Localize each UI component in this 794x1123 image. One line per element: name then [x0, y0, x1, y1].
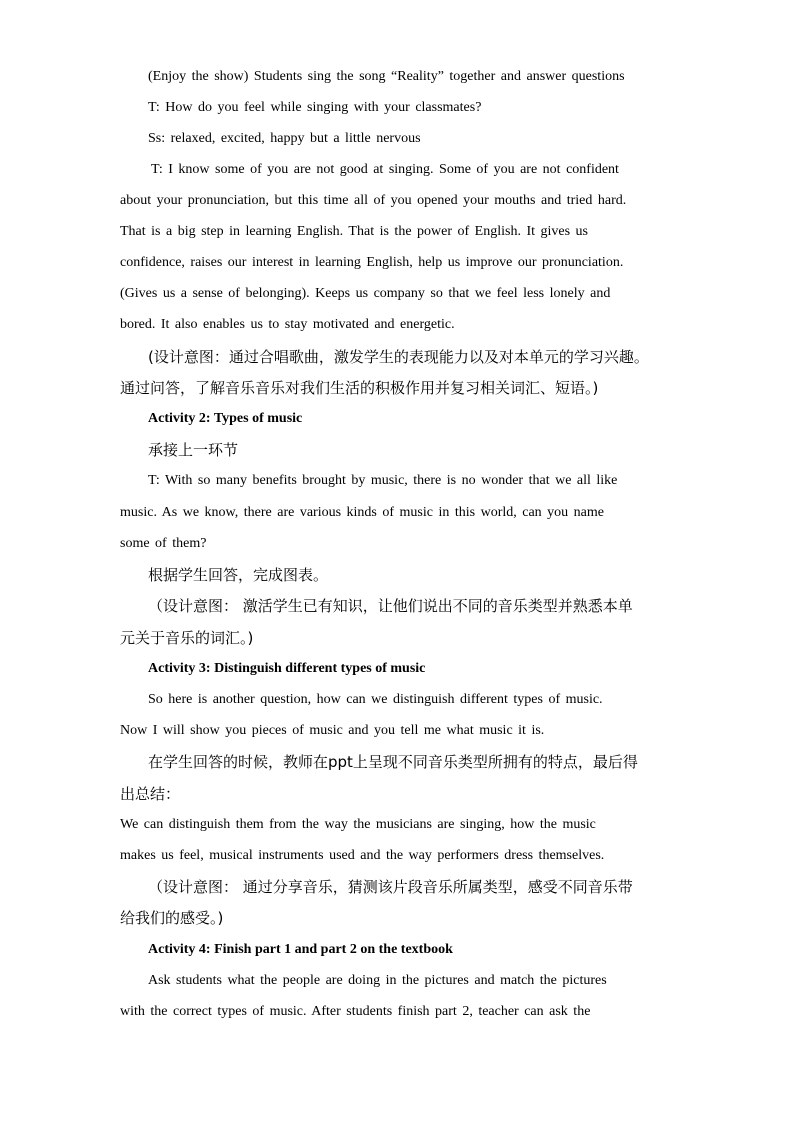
- design-intent-line: 通过问答，了解音乐音乐对我们生活的积极作用并复习相关词汇、短语。): [120, 379, 599, 397]
- paragraph-line: (Enjoy the show) Students sing the song “Reality” together and answer questions: [148, 69, 625, 84]
- activity-heading: Activity 4: Finish part 1 and part 2 on the textbook: [148, 942, 453, 957]
- design-intent-line: 给我们的感受。): [120, 909, 224, 927]
- paragraph-line: T: How do you feel while singing with your classmates?: [148, 100, 482, 115]
- paragraph-line: music. As we know, there are various kinds of music in this world, can you name: [120, 505, 605, 520]
- paragraph-line: with the correct types of music. After students finish part 2, teacher can ask the: [120, 1004, 591, 1019]
- paragraph-line: (Gives us a sense of belonging). Keeps us company so that we feel less lonely and: [120, 286, 611, 301]
- paragraph-line: 承接上一环节: [148, 441, 239, 459]
- design-intent-line: 元关于音乐的词汇。): [120, 629, 254, 647]
- paragraph-line: T: With so many benefits brought by music, there is no wonder that we all like: [148, 473, 618, 488]
- paragraph-line: 在学生回答的时候，教师在ppt上呈现不同音乐类型所拥有的特点，最后得: [148, 753, 638, 771]
- design-intent-line: （设计意图： 通过分享音乐，猜测该片段音乐所属类型，感受不同音乐带: [148, 878, 633, 896]
- paragraph-line: That is a big step in learning English. That is the power of English. It gives us: [120, 224, 589, 239]
- paragraph-line: 根据学生回答，完成图表。: [148, 566, 329, 584]
- paragraph-line: Ss: relaxed, excited, happy but a little nervous: [148, 131, 421, 146]
- paragraph-line: Now I will show you pieces of music and you tell me what music it is.: [120, 723, 545, 738]
- paragraph-line: about your pronunciation, but this time all of you opened your mouths and tried hard.: [120, 193, 627, 208]
- design-intent-line: (设计意图：通过合唱歌曲，激发学生的表现能力以及对本单元的学习兴趣。: [148, 348, 649, 366]
- paragraph-line: 出总结：: [120, 785, 181, 803]
- paragraph-line: makes us feel, musical instruments used and the way performers dress themselves.: [120, 848, 605, 863]
- paragraph-line: So here is another question, how can we distinguish different types of music.: [148, 692, 603, 707]
- paragraph-line: T: I know some of you are not good at singing. Some of you are not confident: [151, 162, 619, 177]
- activity-heading: Activity 3: Distinguish different types of music: [148, 661, 426, 676]
- paragraph-line: some of them?: [120, 536, 207, 551]
- paragraph-line: Ask students what the people are doing in the pictures and match the pictures: [148, 973, 607, 988]
- design-intent-line: （设计意图： 激活学生已有知识，让他们说出不同的音乐类型并熟悉本单: [148, 597, 633, 615]
- paragraph-line: bored. It also enables us to stay motivated and energetic.: [120, 317, 455, 332]
- paragraph-line: We can distinguish them from the way the musicians are singing, how the music: [120, 817, 596, 832]
- paragraph-line: confidence, raises our interest in learning English, help us improve our pronunciation.: [120, 255, 624, 270]
- activity-heading: Activity 2: Types of music: [148, 411, 303, 426]
